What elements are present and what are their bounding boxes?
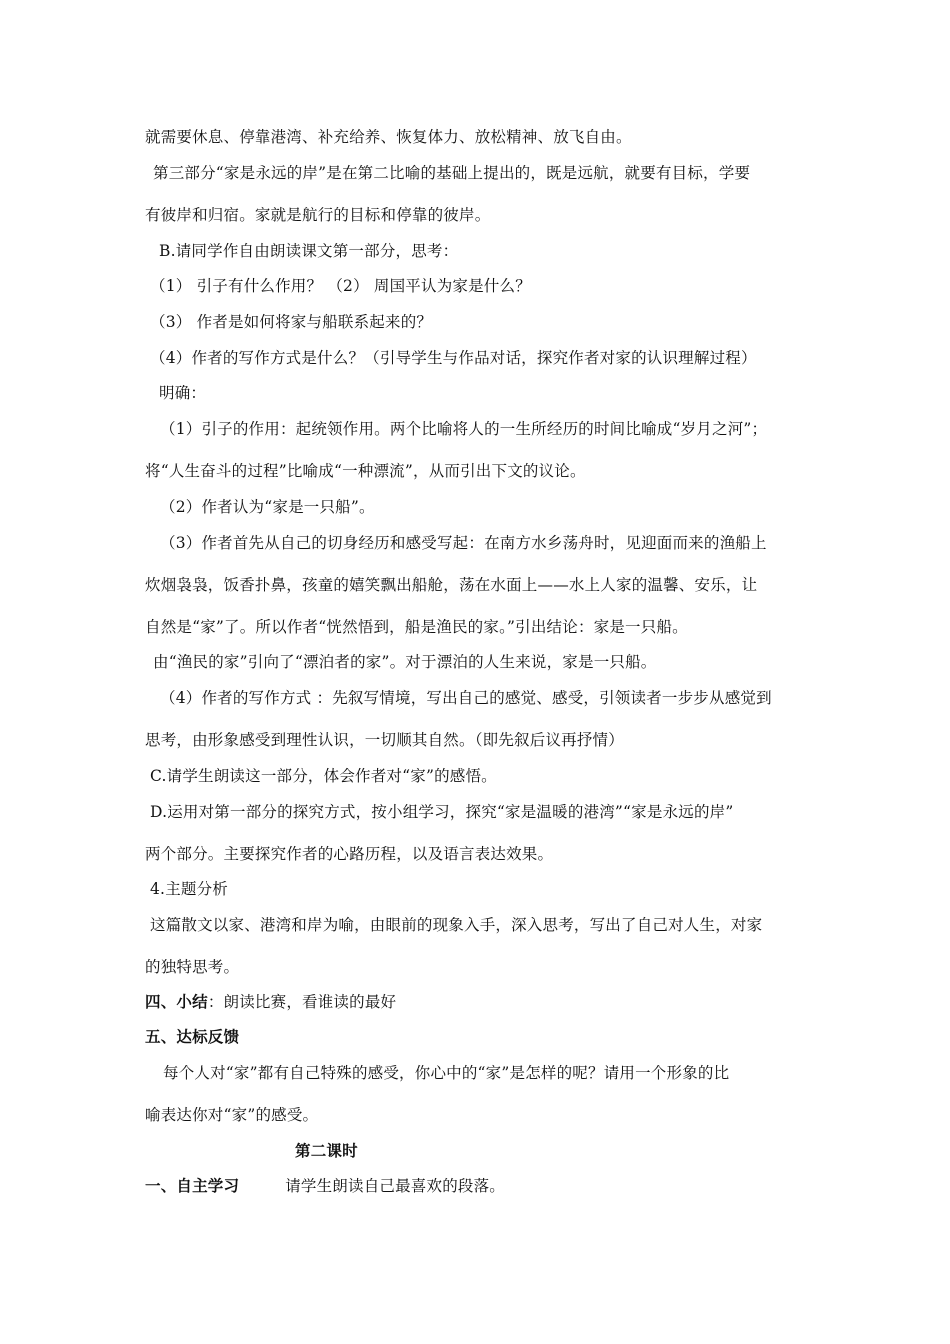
answer-line: （3）作者首先从自己的切身经历和感受写起：在南方水乡荡舟时，见迎面而来的渔船上 — [160, 534, 767, 552]
paragraph-line: D.运用对第一部分的探究方式，按小组学习，探究“家是温暖的港湾”“家是永远的岸” — [150, 803, 734, 821]
feedback-heading: 五、达标反馈 — [145, 1028, 240, 1046]
paragraph-line: 第三部分“家是永远的岸”是在第二比喻的基础上提出的，既是远航，就要有目标，学要 — [153, 164, 751, 182]
summary-heading: 四、小结 — [145, 993, 208, 1011]
answer-line: （1）引子的作用：起统领作用。两个比喻将人的一生所经历的时间比喻成“岁月之河”； — [160, 420, 768, 438]
paragraph-line: C.请学生朗读这一部分，体会作者对“家”的感悟。 — [150, 767, 497, 785]
clarify-label: 明确： — [159, 384, 207, 402]
answer-line: （4）作者的写作方式 ：先叙写情境，写出自己的感觉、感受，引领读者一步步从感觉到 — [160, 689, 772, 707]
summary-text: ：朗读比赛，看谁读的最好 — [207, 993, 397, 1011]
question-line: （1） 引子有什么作用？ （2） 周国平认为家是什么？ — [150, 277, 531, 295]
question-line: （3） 作者是如何将家与船联系起来的？ — [150, 313, 433, 331]
feedback-line: 每个人对“家”都有自己特殊的感受，你心中的“家”是怎样的呢？请用一个形象的比 — [163, 1064, 730, 1082]
paragraph-line: 的独特思考。 — [145, 958, 240, 976]
paragraph-line: 有彼岸和归宿。家就是航行的目标和停靠的彼岸。 — [145, 206, 491, 224]
self-study-line — [145, 1175, 505, 1197]
section-label: 4.主题分析 — [150, 880, 228, 898]
answer-line: 将“人生奋斗的过程”比喻成“一种漂流”，从而引出下文的议论。 — [145, 462, 586, 480]
summary-line — [145, 991, 396, 1013]
answer-line: （2）作者认为“家是一只船”。 — [160, 498, 375, 516]
answer-line: 炊烟袅袅，饭香扑鼻，孩童的嬉笑飘出船舱，荡在水面上——水上人家的温馨、安乐，让 — [145, 576, 758, 594]
paragraph-line: 就需要休息、停靠港湾、补充给养、恢复体力、放松精神、放飞自由。 — [145, 128, 632, 146]
lesson-title: 第二课时 — [295, 1142, 358, 1160]
question-line: （4）作者的写作方式是什么？（引导学生与作品对话，探究作者对家的认识理解过程） — [150, 349, 757, 367]
paragraph-line: 两个部分。主要探究作者的心路历程，以及语言表达效果。 — [145, 845, 554, 863]
answer-line: 自然是“家”了。所以作者“恍然悟到，船是渔民的家。”引出结论：家是一只船。 — [145, 618, 688, 636]
answer-line: 由“渔民的家”引向了“漂泊者的家”。对于漂泊的人生来说，家是一只船。 — [153, 653, 657, 671]
self-study-text: 请学生朗读自己最喜欢的段落。 — [285, 1177, 506, 1195]
self-study-heading: 一、自主学习 — [145, 1177, 240, 1195]
answer-line: 思考，由形象感受到理性认识，一切顺其自然。（即先叙后议再抒情） — [145, 731, 624, 749]
paragraph-line: B.请同学作自由朗读课文第一部分，思考： — [159, 242, 459, 260]
feedback-line: 喻表达你对“家”的感受。 — [145, 1106, 319, 1124]
paragraph-line: 这篇散文以家、港湾和岸为喻，由眼前的现象入手，深入思考，写出了自己对人生，对家 — [150, 916, 763, 934]
